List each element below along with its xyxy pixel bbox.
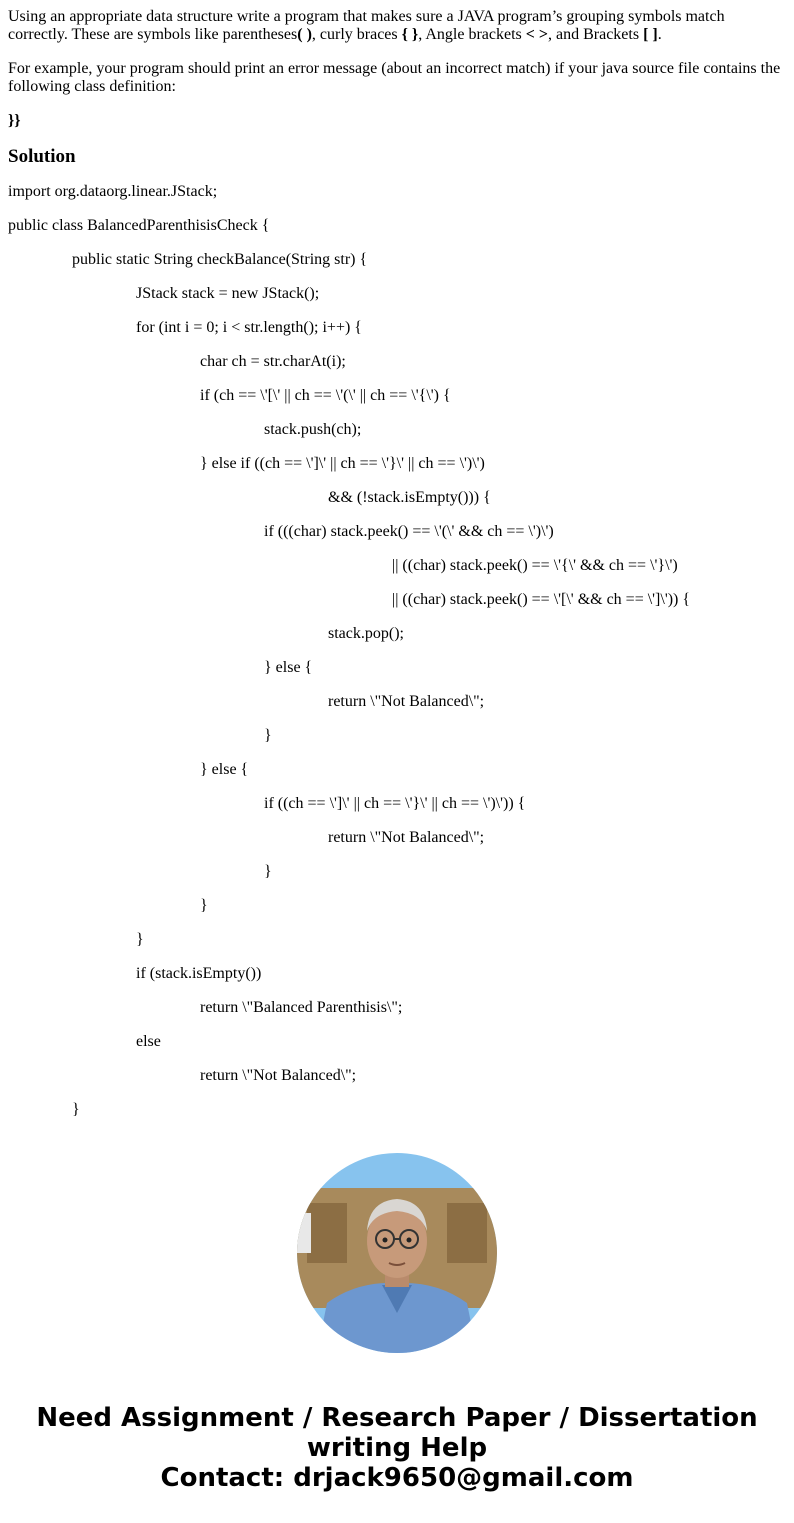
code-line: stack.pop(); [328,625,404,642]
code-line: } else { [264,659,313,676]
code-line: stack.push(ch); [264,421,362,438]
question-text: Using an appropriate data structure write a program that makes sure a JAVA program’s grouping symbols match correctly. These are symbols like parentheses [8,8,725,43]
question-text: , Angle brackets [418,26,526,43]
code-line: } [264,727,272,744]
angle-brackets-symbol: < > [525,26,548,43]
code-line: && (!stack.isEmpty())) { [328,489,491,506]
code-line: public static String checkBalance(String str) { [72,251,368,268]
code-line: if (((char) stack.peek() == \'(\' && ch == \')\') [264,523,554,540]
code-block [8,183,788,1119]
code-line: } [72,1101,80,1118]
example-paragraph: For example, your program should print an error message (about an incorrect match) if your java source file contains the following class definition: [8,60,781,95]
promo-line-2: writing Help [306,1433,488,1463]
code-line: } [200,897,208,914]
code-line: return \"Balanced Parenthisis\"; [200,999,403,1016]
code-line: if (stack.isEmpty()) [136,965,262,982]
square-brackets-symbol: [ ] [643,26,658,43]
code-line: import org.dataorg.linear.JStack; [8,183,218,200]
code-line: public class BalancedParenthisisCheck { [8,217,270,234]
code-line: return \"Not Balanced\"; [200,1067,357,1084]
example-braces: }} [8,112,21,129]
code-line: return \"Not Balanced\"; [328,693,485,710]
code-line: if ((ch == \']\' || ch == \'}\' || ch == \')\')) { [264,795,526,812]
code-line: else [136,1033,161,1050]
question-text: , curly braces [311,26,402,43]
contact-line: Contact: drjack9650@gmail.com [160,1463,634,1493]
code-line: || ((char) stack.peek() == \'{\' && ch == \'}\') [392,557,678,574]
code-line: } [264,863,272,880]
promo-line-1: Need Assignment / Research Paper / Dissertation [36,1403,758,1433]
parentheses-symbol: ( ) [297,26,312,43]
question-text: , and Brackets [548,26,644,43]
promo-footer [0,1403,794,1493]
code-line: } [136,931,144,948]
author-photo [297,1153,497,1353]
code-line: for (int i = 0; i < str.length(); i++) { [136,319,362,336]
curly-braces-symbol: { } [401,26,419,43]
code-line: JStack stack = new JStack(); [136,285,320,302]
question-text: . [657,26,662,43]
code-line: char ch = str.charAt(i); [200,353,346,370]
code-line: } else if ((ch == \']\' || ch == \'}\' || ch == \')\') [200,455,485,472]
question-paragraph [8,8,788,44]
author-avatar [297,1153,497,1353]
code-line: return \"Not Balanced\"; [328,829,485,846]
code-line: if (ch == \'[\' || ch == \'(\' || ch == \'{\') { [200,387,451,404]
solution-heading: Solution [8,146,76,167]
code-line: } else { [200,761,249,778]
code-line: || ((char) stack.peek() == \'[\' && ch == \']\')) { [392,591,691,608]
document-body [8,8,788,1135]
